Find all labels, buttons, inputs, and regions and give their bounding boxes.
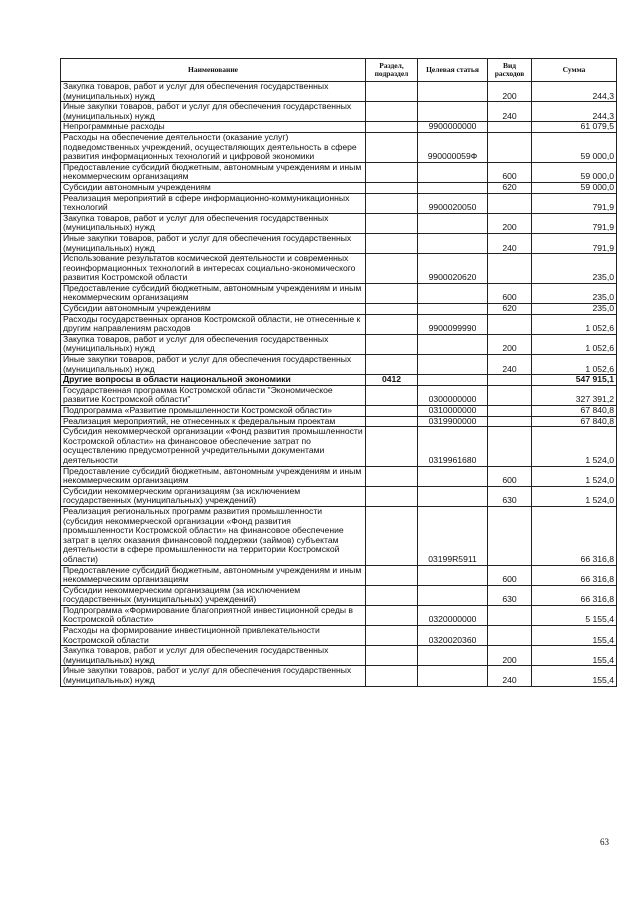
cell-target: 03199R5911 (418, 506, 488, 565)
cell-sum: 66 316,8 (532, 565, 617, 585)
table-row (61, 334, 617, 354)
cell-sum: 235,0 (532, 304, 617, 315)
cell-kind: 620 (488, 304, 532, 315)
table-row (61, 355, 617, 375)
cell-section (366, 213, 418, 233)
cell-sum: 235,0 (532, 254, 617, 284)
cell-sum: 59 000,0 (532, 182, 617, 193)
cell-kind (488, 122, 532, 133)
table-row (61, 233, 617, 253)
cell-name: Иные закупки товаров, работ и услуг для обеспечения государственных (муниципальных) нужд (61, 233, 366, 253)
cell-kind (488, 314, 532, 334)
table-row (61, 213, 617, 233)
cell-kind: 600 (488, 466, 532, 486)
cell-sum: 791,9 (532, 233, 617, 253)
cell-sum: 1 052,6 (532, 355, 617, 375)
cell-sum: 67 840,8 (532, 416, 617, 427)
cell-name: Иные закупки товаров, работ и услуг для обеспечения государственных (муниципальных) нужд (61, 102, 366, 122)
cell-name: Непрограммные расходы (61, 122, 366, 133)
cell-name: Предоставление субсидий бюджетным, автономным учреждениям и иным некоммерческим организациям (61, 466, 366, 486)
cell-section (366, 666, 418, 686)
cell-target: 9900020050 (418, 193, 488, 213)
cell-section (366, 233, 418, 253)
table-row (61, 385, 617, 405)
cell-target: 0320000000 (418, 605, 488, 625)
cell-sum: 244,3 (532, 102, 617, 122)
table-row (61, 506, 617, 565)
cell-target: 0300000000 (418, 385, 488, 405)
cell-sum: 327 391,2 (532, 385, 617, 405)
cell-section (366, 182, 418, 193)
cell-sum: 155,4 (532, 646, 617, 666)
cell-sum: 67 840,8 (532, 406, 617, 417)
cell-sum: 5 155,4 (532, 605, 617, 625)
cell-name: Предоставление субсидий бюджетным, автономным учреждениям и иным некоммерческим организациям (61, 162, 366, 182)
table-row (61, 605, 617, 625)
header-kind: Вид расходов (488, 59, 532, 82)
cell-name: Закупка товаров, работ и услуг для обеспечения государственных (муниципальных) нужд (61, 334, 366, 354)
table-row (61, 162, 617, 182)
cell-name: Предоставление субсидий бюджетным, автономным учреждениям и иным некоммерческим организациям (61, 565, 366, 585)
cell-name: Расходы на обеспечение деятельности (оказание услуг) подведомственных учреждений, осуществляющих деятельность в сфере развития информационных технологий и цифровой экономики (61, 132, 366, 162)
cell-name: Субсидии некоммерческим организациям (за исключением государственных (муниципальных) учреждений) (61, 486, 366, 506)
cell-target: 0319900000 (418, 416, 488, 427)
cell-kind (488, 132, 532, 162)
cell-name: Закупка товаров, работ и услуг для обеспечения государственных (муниципальных) нужд (61, 213, 366, 233)
cell-target (418, 182, 488, 193)
cell-kind (488, 193, 532, 213)
cell-sum: 1 524,0 (532, 427, 617, 466)
cell-name: Подпрограмма «Развитие промышленности Костромской области» (61, 406, 366, 417)
cell-name: Реализация мероприятий в сфере информационно-коммуникационных технологий (61, 193, 366, 213)
cell-kind (488, 375, 532, 386)
cell-section (366, 486, 418, 506)
cell-section (366, 162, 418, 182)
table-row (61, 427, 617, 466)
cell-sum: 61 079,5 (532, 122, 617, 133)
cell-sum: 66 316,8 (532, 506, 617, 565)
cell-section (366, 466, 418, 486)
cell-section (366, 355, 418, 375)
cell-section (366, 304, 418, 315)
cell-kind: 240 (488, 355, 532, 375)
cell-target (418, 355, 488, 375)
table-row (61, 132, 617, 162)
cell-section (366, 565, 418, 585)
cell-section (366, 605, 418, 625)
budget-table (60, 58, 617, 687)
cell-name: Субсидия некоммерческой организации «Фонд развития промышленности Костромской области» на финансовое обеспечение затрат по осуществлению предусмотренной учредительными документами деятельности (61, 427, 366, 466)
cell-name: Расходы государственных органов Костромской области, не отнесенные к другим направлениям расходов (61, 314, 366, 334)
cell-section (366, 334, 418, 354)
header-name: Наименование (61, 59, 366, 82)
cell-sum: 155,4 (532, 626, 617, 646)
cell-kind: 240 (488, 666, 532, 686)
cell-kind (488, 416, 532, 427)
cell-sum: 244,3 (532, 82, 617, 102)
cell-name: Иные закупки товаров, работ и услуг для обеспечения государственных (муниципальных) нужд (61, 355, 366, 375)
table-row (61, 466, 617, 486)
cell-sum: 1 052,6 (532, 314, 617, 334)
cell-kind: 600 (488, 283, 532, 303)
cell-target (418, 334, 488, 354)
cell-sum: 235,0 (532, 283, 617, 303)
cell-target: 0319961680 (418, 427, 488, 466)
cell-target (418, 304, 488, 315)
cell-name: Субсидии некоммерческим организациям (за исключением государственных (муниципальных) учреждений) (61, 585, 366, 605)
table-row (61, 646, 617, 666)
table-header (61, 59, 617, 82)
table-row (61, 122, 617, 133)
cell-name: Государственная программа Костромской области "Экономическое развитие Костромской области" (61, 385, 366, 405)
table-row (61, 314, 617, 334)
cell-target: 9900099990 (418, 314, 488, 334)
cell-kind (488, 254, 532, 284)
table-row (61, 585, 617, 605)
cell-kind: 200 (488, 646, 532, 666)
cell-kind: 200 (488, 82, 532, 102)
table-row (61, 82, 617, 102)
cell-section (366, 416, 418, 427)
cell-sum: 66 316,8 (532, 585, 617, 605)
cell-section (366, 646, 418, 666)
cell-section: 0412 (366, 375, 418, 386)
cell-section (366, 82, 418, 102)
table-row (61, 486, 617, 506)
cell-kind: 240 (488, 102, 532, 122)
header-sum: Сумма (532, 59, 617, 82)
cell-kind (488, 406, 532, 417)
cell-target (418, 666, 488, 686)
cell-sum: 791,9 (532, 193, 617, 213)
cell-target: 990000059Ф (418, 132, 488, 162)
cell-target (418, 646, 488, 666)
cell-section (366, 626, 418, 646)
cell-section (366, 132, 418, 162)
cell-sum: 1 052,6 (532, 334, 617, 354)
cell-target: 0310000000 (418, 406, 488, 417)
header-row (61, 59, 617, 82)
cell-name: Расходы на формирование инвестиционной привлекательности Костромской области (61, 626, 366, 646)
cell-name: Закупка товаров, работ и услуг для обеспечения государственных (муниципальных) нужд (61, 82, 366, 102)
cell-sum: 59 000,0 (532, 132, 617, 162)
cell-section (366, 102, 418, 122)
cell-target (418, 486, 488, 506)
cell-kind: 620 (488, 182, 532, 193)
header-section: Раздел, подраздел (366, 59, 418, 82)
cell-section (366, 193, 418, 213)
cell-name: Закупка товаров, работ и услуг для обеспечения государственных (муниципальных) нужд (61, 646, 366, 666)
table-row (61, 102, 617, 122)
cell-target (418, 102, 488, 122)
cell-target: 0320020360 (418, 626, 488, 646)
cell-section (366, 254, 418, 284)
cell-kind: 630 (488, 585, 532, 605)
cell-name: Другие вопросы в области национальной экономики (61, 375, 366, 386)
table-row (61, 375, 617, 386)
cell-kind: 600 (488, 565, 532, 585)
cell-name: Субсидии автономным учреждениям (61, 182, 366, 193)
cell-target (418, 233, 488, 253)
cell-name: Иные закупки товаров, работ и услуг для обеспечения государственных (муниципальных) нужд (61, 666, 366, 686)
cell-sum: 155,4 (532, 666, 617, 686)
cell-kind (488, 427, 532, 466)
cell-target (418, 585, 488, 605)
table-row (61, 254, 617, 284)
cell-section (366, 385, 418, 405)
table-row (61, 304, 617, 315)
cell-kind: 200 (488, 213, 532, 233)
cell-kind (488, 605, 532, 625)
cell-target (418, 82, 488, 102)
table-row (61, 193, 617, 213)
cell-section (366, 585, 418, 605)
cell-sum: 791,9 (532, 213, 617, 233)
table-row (61, 406, 617, 417)
cell-name: Реализация мероприятий, не отнесенных к федеральным проектам (61, 416, 366, 427)
table-row (61, 182, 617, 193)
cell-section (366, 314, 418, 334)
table-row (61, 416, 617, 427)
cell-target (418, 283, 488, 303)
cell-target (418, 162, 488, 182)
table-row (61, 666, 617, 686)
cell-sum: 1 524,0 (532, 466, 617, 486)
cell-kind (488, 506, 532, 565)
cell-section (366, 427, 418, 466)
cell-target: 9900020620 (418, 254, 488, 284)
cell-sum: 1 524,0 (532, 486, 617, 506)
cell-name: Субсидии автономным учреждениям (61, 304, 366, 315)
cell-name: Использование результатов космической деятельности и современных геоинформационных технологий в интересах социально-экономического развития Костромской области (61, 254, 366, 284)
table-row (61, 626, 617, 646)
cell-target (418, 466, 488, 486)
cell-kind: 240 (488, 233, 532, 253)
table-row (61, 283, 617, 303)
cell-sum: 547 915,1 (532, 375, 617, 386)
cell-target: 9900000000 (418, 122, 488, 133)
cell-section (366, 283, 418, 303)
cell-target (418, 375, 488, 386)
page-number: 63 (600, 837, 609, 847)
cell-kind: 200 (488, 334, 532, 354)
cell-target (418, 213, 488, 233)
header-target: Целевая статья (418, 59, 488, 82)
cell-section (366, 506, 418, 565)
cell-kind (488, 385, 532, 405)
table-body (61, 82, 617, 687)
cell-kind (488, 626, 532, 646)
cell-name: Подпрограмма «Формирование благоприятной инвестиционной среды в Костромской области» (61, 605, 366, 625)
cell-section (366, 406, 418, 417)
cell-sum: 59 000,0 (532, 162, 617, 182)
table-row (61, 565, 617, 585)
cell-kind: 600 (488, 162, 532, 182)
cell-name: Предоставление субсидий бюджетным, автономным учреждениям и иным некоммерческим организациям (61, 283, 366, 303)
cell-target (418, 565, 488, 585)
cell-name: Реализация региональных программ развития промышленности (субсидия некоммерческой организации «Фонд развития промышленности Костромской области» на финансовое обеспечение затрат в целях оказания финансовой поддержки (займов) субъектам деятельности в сфере промышленности на территории Костромской области) (61, 506, 366, 565)
cell-kind: 630 (488, 486, 532, 506)
cell-section (366, 122, 418, 133)
